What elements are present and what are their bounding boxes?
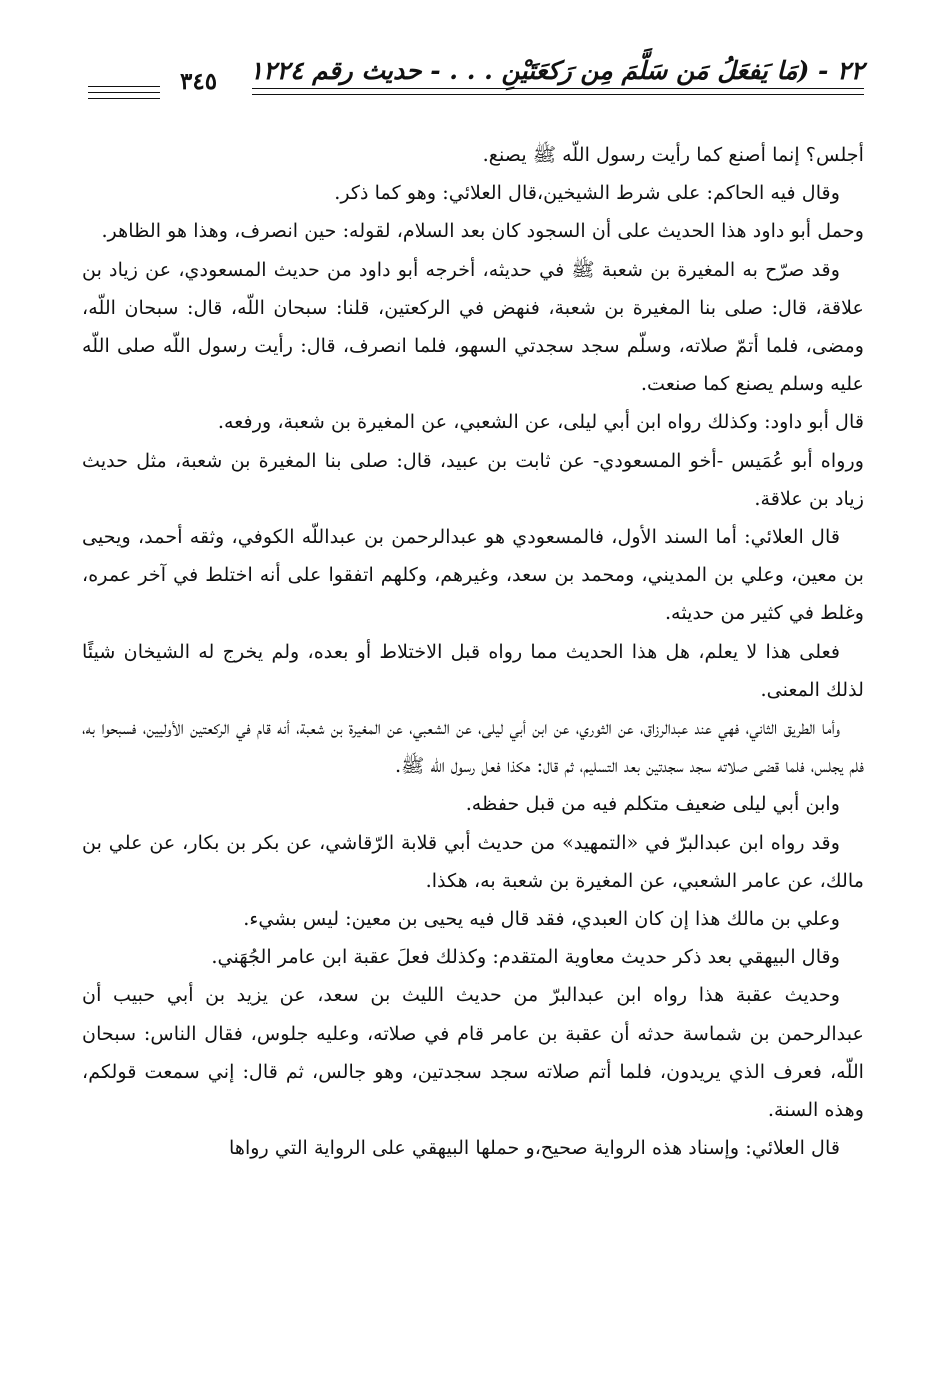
body-text bbox=[82, 136, 864, 1167]
chapter-title: ٢٢ - (مَا يَفعَلُ مَن سَلَّمَ مِن رَكعَتَيْنِ . . . - حديث رقم ١٢٢٤ bbox=[249, 56, 864, 85]
paragraph: قال أبو داود: وكذلك رواه ابن أبي ليلى، عن الشعبي، عن المغيرة بن شعبة، ورفعه. bbox=[217, 410, 864, 434]
paragraph: وابن أبي ليلى ضعيف متكلم فيه من قبل حفظه. bbox=[465, 792, 840, 816]
paragraph: وحديث عقبة هذا رواه ابن عبدالبرّ من حديث الليث بن سعد، عن يزيد بن أبي حبيب أن عبدالرحمن بن شماسة حدثه أن عقبة بن عامر قام في صلاته، وعليه جلوس، فقال الناس: سبحان اللّه، فعرف الذي يريدون، فلما أتم صلاته سجد سجدتين، وهو جالس، ثم قال: إني سمعت قولكم، وهذه السنة. bbox=[82, 983, 864, 1122]
page-number-rule bbox=[88, 98, 160, 99]
paragraph: وقال البيهقي بعد ذكر حديث معاوية المتقدم: وكذلك فعلَ عقبة ابن عامر الجُهَني. bbox=[211, 945, 840, 969]
paragraph: أجلس؟ إنما أصنع كما رأيت رسول اللّه ﷺ يصنع. bbox=[482, 143, 864, 166]
paragraph: ورواه أبو عُمَيس -أخو المسعودي- عن ثابت بن عبيد، قال: صلى بنا المغيرة بن شعبة، مثل حديث زياد بن علاقة. bbox=[82, 448, 864, 510]
header-rule bbox=[252, 88, 864, 89]
paragraph: وعلي بن مالك هذا إن كان العبدي، فقد قال فيه يحيى بن معين: ليس بشيء. bbox=[243, 907, 840, 931]
running-header bbox=[88, 56, 864, 108]
paragraph: فعلى هذا لا يعلم، هل هذا الحديث مما رواه قبل الاختلاط أو بعده، ولم يخرج له الشيخان شيئًا لذلك المعنى. bbox=[82, 639, 864, 701]
paragraph: وقد رواه ابن عبدالبرّ في «التمهيد» من حديث أبي قلابة الرّقاشي، عن بكر بن بكار، عن علي بن مالك، عن عامر الشعبي، عن المغيرة بن شعبة به، هكذا. bbox=[82, 830, 864, 892]
page-number-rule bbox=[88, 86, 160, 87]
paragraph: وحمل أبو داود هذا الحديث على أن السجود كان بعد السلام، لقوله: حين انصرف، وهذا هو الظاهر. bbox=[101, 219, 864, 243]
paragraph: وأما الطريق الثاني، فهي عند عبدالرزاق، عن الثوري، عن ابن أبي ليلى، عن الشعبي، عن المغيرة بن شعبة، أنه قام في الركعتين الأوليين، فسبحوا به، فلم يجلس، فلما قضى صلاته سجد سجدتين بعد التسليم، ثم قال: هكذا فعل رسول اللّه ﷺ. bbox=[82, 716, 864, 778]
page-number: ٣٤٥ bbox=[180, 68, 218, 95]
paragraph: قال العلائي: وإسناد هذه الرواية صحيح،و حملها البيهقي على الرواية التي رواها bbox=[229, 1136, 840, 1160]
paragraph: قال العلائي: أما السند الأول، فالمسعودي هو عبدالرحمن بن عبداللّه الكوفي، وثقه أحمد، ويحيى بن معين، وعلي بن المديني، ومحمد بن سعد، وغيرهم، وكلهم اتفقوا على أنه اختلط في آخر عمره، وغلط في كثير من حديثه. bbox=[82, 525, 864, 625]
header-rule bbox=[252, 94, 864, 95]
page-number-rule bbox=[88, 92, 160, 93]
paragraph: وقد صرّح به المغيرة بن شعبة ﷺ في حديثه، أخرجه أبو داود من حديث المسعودي، عن زياد بن علاقة، قال: صلى بنا المغيرة بن شعبة، فنهض في الركعتين، قلنا: سبحان اللّه، قال: سبحان اللّه، ومضى، فلما أتمّ صلاته، وسلّم سجد سجدتي السهو، فلما انصرف، قال: رأيت رسول اللّه صلى اللّه عليه وسلم يصنع كما صنعت. bbox=[82, 257, 864, 396]
paragraph: وقال فيه الحاكم: على شرط الشيخين،قال العلائي: وهو كما ذكر. bbox=[334, 181, 840, 205]
